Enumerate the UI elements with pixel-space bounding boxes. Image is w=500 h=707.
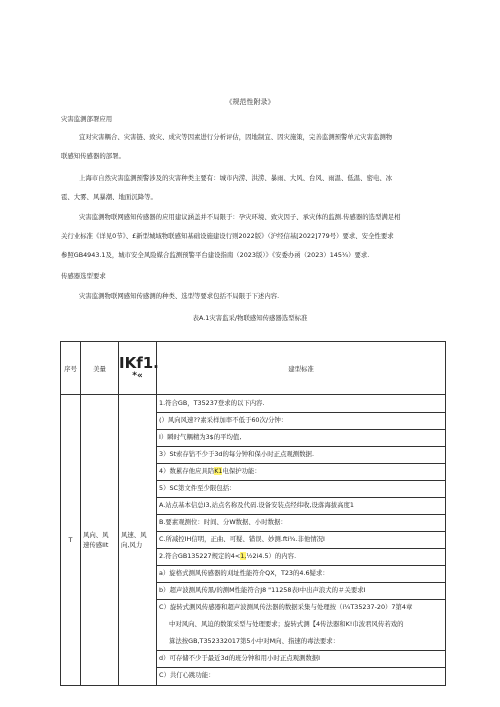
- row-type-line1: 风速、风: [121, 531, 147, 539]
- para2-line1: 上海市自然灾害监测预警涉及的灾害种类主要有：城市内涝、洪涝、暴雨、大风、台风、雨温、低温、密电、冰: [79, 174, 393, 182]
- spec-line: A.站点基本信总I3,站点名称及代码.设备安装点经纬收,设落海拔高度1: [159, 501, 354, 509]
- para3-line1: 灾害监测物联网感知传感器的应用建议涵盖并不局限于：孕灾环境、致灾因子、承灾体的监测.传感器的选型满足相: [79, 213, 401, 221]
- highlight-mark: K1: [214, 467, 223, 475]
- spec-line: I）瞬时气耦精为3$的平均值,: [159, 433, 242, 441]
- header-type-big: IKf1.: [119, 353, 159, 372]
- section-title-deployment: 灾害监测部署应用: [61, 115, 113, 123]
- spec-divider: [157, 667, 445, 668]
- spec-lines: [157, 395, 445, 685]
- table-row: [61, 395, 446, 686]
- para1-line2: 联感知传感器的部署。: [61, 152, 125, 160]
- spec-line: 5）SC第文件至少限包括：: [159, 484, 236, 492]
- header-type-sub: *«: [132, 370, 143, 381]
- spec-divider: [157, 548, 445, 549]
- spec-divider: [157, 582, 445, 583]
- spec-line: 中对风向、风迫的数策采型与处理要求；旋转式测【4传法器和K!巾波君风传若戏的: [169, 620, 404, 628]
- para3-line2: 关行业标准《详见0节》、£新型城域物联感知基础设施建设行则2022版》（沪经信基[2022]779号）要求、安全性要求: [61, 232, 394, 240]
- header-class: 美量: [81, 342, 119, 395]
- spec-line: b）超声波测风传黑/的测M性能符合J8 "11258表I中出声浪犬的＃关要求I: [159, 586, 366, 594]
- spec-line: 2.符合GB135227规定的4<1,½2i4.5）的内容.: [159, 552, 297, 560]
- row-type: [119, 395, 157, 686]
- spec-divider: [157, 480, 445, 481]
- spec-line: B.要素观测位：时间、分W数据、小时数据：: [159, 518, 287, 526]
- spec-line: C.所减控IH信明，正曲、可疑、错误、妙测.fti¾.非他情况I: [159, 535, 325, 543]
- spec-line: a）旋格式测风传感器的刈址性能符介QX，T23的4.6疑求：: [159, 569, 329, 577]
- spec-line: 3）St索存钻不少于3d的每分钟和保小时正点观测数据.: [159, 450, 314, 458]
- spec-divider: [157, 514, 445, 515]
- spec-line: d）可存储不少于最近3d的班分钟和用小时正点观测数据I: [159, 654, 321, 662]
- spec-divider: [157, 412, 445, 413]
- header-standard: 建型标准: [157, 342, 446, 395]
- spec-divider: [157, 446, 445, 447]
- spec-divider: [157, 599, 445, 600]
- header-type: [119, 342, 157, 395]
- spec-line: 1.符合GB，T35237登求的以下内容.: [159, 399, 265, 407]
- sensor-standard-table: [60, 341, 446, 686]
- para1-line1: 宜对灾害耦合、灾害链、致灾、成灾等因素进行分析评估，因地制宜、因灾施策，完善监测预警单元灾害监测物: [79, 133, 393, 141]
- para2-line2: 雹、大雾、风暴潮、地面沉降等。: [61, 193, 157, 201]
- spec-line: 算法按GB,T352332017第5小中对M向、指速的毒法要求：: [169, 637, 340, 645]
- row-class: [81, 395, 119, 686]
- spec-line: C）共仃心跳功能：: [159, 671, 215, 679]
- table-caption: 表A.1灾害监采/物联感知传感器选型标准: [192, 314, 308, 322]
- section-title-selection: 传感器选型要求: [61, 272, 106, 280]
- spec-divider: [157, 650, 445, 651]
- spec-line: (）风向风速??素采样加率不低于60次/分钟：: [159, 416, 288, 424]
- row-standard: [157, 395, 446, 686]
- row-number: T: [61, 395, 81, 686]
- row-class-line1: 风向、风: [83, 531, 109, 539]
- table-header-row: [61, 342, 446, 395]
- row-class-line2: 速传感Ilt: [83, 541, 109, 549]
- spec-line: 4）数累存他应具陪K1电保护功能：: [159, 467, 261, 475]
- header-no: 序号: [61, 342, 81, 395]
- spec-divider: [157, 565, 445, 566]
- spec-divider: [157, 531, 445, 532]
- para3-line3: 参照GB4943.1及，城市安全风险媒合监测预警平台建设指南（2023版）》《安委办函（2023）145¼）要求.: [61, 251, 370, 259]
- appendix-heading: 《规范性附录》: [225, 98, 275, 106]
- spec-divider: [157, 463, 445, 464]
- spec-divider: [157, 429, 445, 430]
- highlight-mark: 1,: [240, 552, 247, 560]
- spec-line: C）旋转式测风传感器和超声波测风传法器的数据采集与处理按（i¼T35237-20）7第4章: [159, 603, 413, 611]
- para4-line1: 灾害监测物联网感知传感测的种类、选型等要求包括不局限于下述内容.: [79, 292, 280, 300]
- spec-divider: [157, 497, 445, 498]
- row-type-line2: 向,风力: [121, 541, 143, 549]
